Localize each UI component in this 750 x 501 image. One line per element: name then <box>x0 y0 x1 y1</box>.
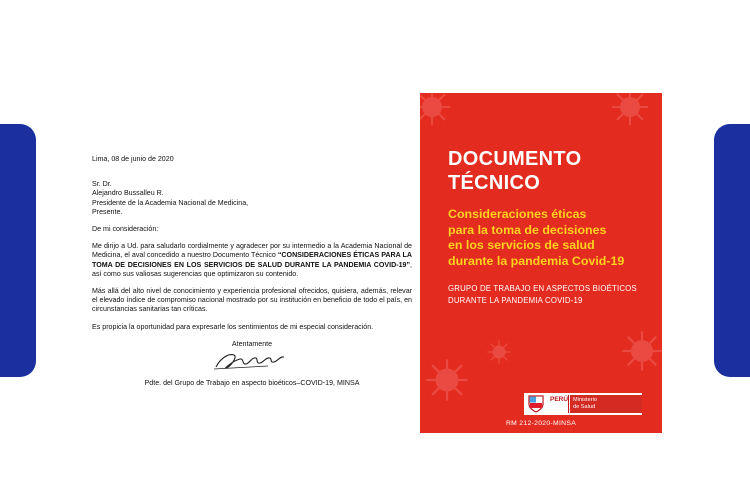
minsa-logo <box>524 393 642 415</box>
resolution-number: RM 212-2020-MINSA <box>505 420 577 427</box>
cover-subtitle-line: Consideraciones éticas <box>448 207 587 221</box>
salutation: De mi consideración: <box>92 225 159 234</box>
addressee-line: Sr. Dr. <box>92 180 112 189</box>
closing: Atentamente <box>231 339 273 348</box>
virus-icon <box>420 93 452 127</box>
cover-subtitle <box>448 207 658 269</box>
cover-title <box>448 147 581 195</box>
right-side-tab <box>714 124 750 377</box>
signer: Pdte. del Grupo de Trabajo en aspecto bioéticos–COVID-19, MINSA <box>144 379 360 388</box>
handwritten-signature <box>210 347 290 373</box>
paragraph-1 <box>92 242 412 279</box>
letter-date: Lima, 08 de junio de 2020 <box>92 155 174 163</box>
virus-icon <box>620 329 662 373</box>
cover-group-line: GRUPO DE TRABAJO EN ASPECTOS BIOÉTICOS <box>448 284 637 293</box>
letter <box>92 155 412 388</box>
virus-icon <box>610 93 650 127</box>
addressee-line: Presidente de la Academia Nacional de Medicina, <box>92 198 249 207</box>
paragraph-1-start: Me dirijo a Ud. para saludarlo cordialmente y agradecer por su intermedio a la Academia Nacional de Medicina, el aval concedido a nuestro Documento Técnico <box>92 242 412 260</box>
cover-title-line: TÉCNICO <box>448 172 541 194</box>
document-cover <box>420 93 662 433</box>
cover-subtitle-line: en los servicios de salud <box>448 238 595 252</box>
ministry-line: Ministerio <box>573 397 597 403</box>
virus-icon <box>486 339 512 365</box>
divider <box>568 395 569 413</box>
addressee-line: Presente. <box>92 207 123 216</box>
paragraph-3: Es propicia la oportunidad para expresarle los sentimientos de mi especial consideración. <box>92 322 374 331</box>
peru-shield-icon <box>526 395 546 413</box>
cover-title-line: DOCUMENTO <box>448 148 582 170</box>
cover-subtitle-line: durante la pandemia Covid-19 <box>448 253 625 268</box>
left-side-tab <box>0 124 36 377</box>
country-label: PERÚ <box>550 396 569 403</box>
cover-group <box>448 283 658 307</box>
document-title: “CONSIDERACIONES ÉTICAS PARA LA TOMA DE DECISIONES EN LOS SERVICIOS DE SALUD DURANTE LA PANDEMIA COVID-19” <box>92 251 412 269</box>
paragraph-2: Más allá del alto nivel de conocimiento y experiencia profesional ofrecidos, quisiera, además, relevar el elevado índice de compromiso nacional mostrado por su institución en beneficio de todo el país, en circunstancias sanitarias tan críticas. <box>92 287 412 314</box>
cover-group-line: DURANTE LA PANDEMIA COVID-19 <box>448 296 583 305</box>
ministry-line: de Salud <box>573 404 596 410</box>
paragraph-1-end: , así como sus valiosas sugerencias que optimizaron su contenido. <box>92 260 412 278</box>
ministry-label <box>570 395 642 413</box>
addressee-line: Alejandro Bussalleu R. <box>92 189 164 198</box>
virus-icon <box>424 357 470 403</box>
cover-subtitle-line: para la toma de decisiones <box>448 222 607 237</box>
